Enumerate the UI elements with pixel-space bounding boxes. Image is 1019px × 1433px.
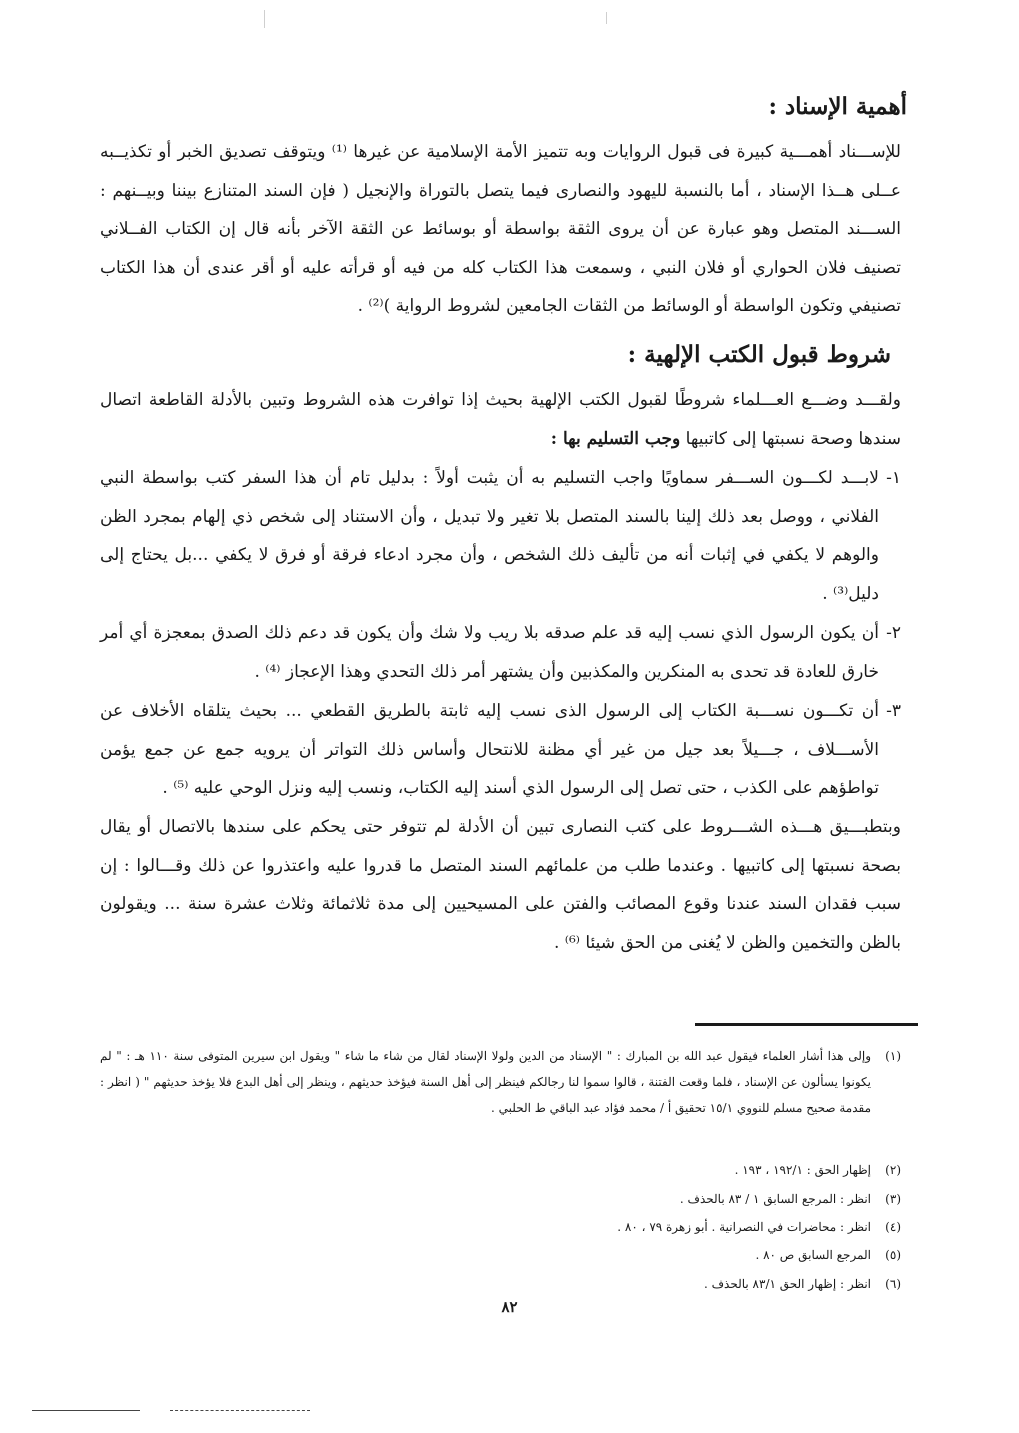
footnote-text: انظر : المرجع السابق ١ / ٨٣ بالحذف . — [679, 1192, 871, 1206]
footnote-separator — [695, 1023, 918, 1026]
footnote — [100, 1214, 901, 1240]
scan-mark — [606, 12, 607, 24]
footnote-text: المرجع السابق ص ٨٠ . — [755, 1248, 871, 1262]
footnote-number: (٦) — [885, 1277, 901, 1291]
footnote-number: (٢) — [885, 1163, 901, 1177]
footnote-number: (٤) — [885, 1220, 901, 1234]
paragraph-conditions-intro — [100, 381, 901, 458]
list-item-text: أن يكون الرسول الذي نسب إليه قد علم صدقه بلا ريب ولا شك وأن يكون قد دعم ذلك الصدق بمعجزة أي أمر خارق للعادة قد تحدى به المنكرين والمكذبين وأن يشتهر أمر ذلك التحدي وهذا الإعجاز ⁽⁴⁾ . — [100, 623, 879, 682]
list-item-number: ٣- — [886, 701, 901, 721]
list-item-text: أن تكـــون نســـبة الكتاب إلى الرسول الذى نسب إليه ثابتة بالطريق القطعي ... بحيث يتلقاه الأخلاف عن الأســـلاف ، جـــيلاً بعد جيل من غير أي مظنة للانتحال وأساس ذلك التواتر أن يرويه جمع عن جمع يؤمن تواطؤهم على الكذب ، حتى تصل إلى الرسول الذي أسند إليه الكتاب، ونسب إليه ونزل الوحي عليه ⁽⁵⁾ . — [100, 701, 879, 799]
list-item — [100, 692, 901, 808]
paragraph-text: ولقـــد وضـــع العـــلماء شروطًا لقبول الكتب الإلهية بحيث إذا توافرت هذه الشروط وتبين بالأدلة القاطعة اتصال سندها وصحة نسبتها إلى كاتبيها — [100, 390, 901, 449]
footnote — [100, 1157, 901, 1183]
paragraph-application: وبتطبـــيق هـــذه الشـــروط على كتب النصارى تبين أن الأدلة لم تتوفر حتى يحكم على سندها بالاتصال أو يقال بصحة نسبتها إلى كاتبيها . وعندما طلب من علمائهم السند المتصل ما قدروا عليه واعتذروا عن ذلك وقـــالوا : إن سبب فقدان السند عندنا وقوع المصائب والفتن على المسيحيين إلى مدة ثلاثمائة وثلاث عشرة سنة ... ويقولون بالظن والتخمين والظن لا يُغنى من الحق شيئا ⁽⁶⁾ . — [100, 817, 901, 953]
scan-mark — [264, 10, 265, 28]
section-heading-conditions: شروط قبول الكتب الإلهية : — [627, 341, 891, 368]
footnote-number: (٣) — [885, 1192, 901, 1206]
footnote-text: انظر : محاضرات في النصرانية . أبو زهرة ٧٩ ، ٨٠ . — [617, 1220, 871, 1234]
footnote-number: (٥) — [885, 1248, 901, 1262]
page-number: ٨٢ — [501, 1298, 518, 1316]
footnote — [100, 1186, 901, 1212]
list-item-number: ١- — [886, 468, 901, 488]
footnote — [100, 1043, 901, 1121]
footnote-text: وإلى هذا أشار العلماء فيقول عبد الله بن المبارك : " الإسناد من الدين ولولا الإسناد لقال من شاء ما شاء " ويقول ابن سيرين المتوفى سنة ١١٠ هـ : " لم يكونوا يسألون عن الإسناد ، فلما وقعت الفتنة ، قالوا سموا لنا رجالكم فينظر إلى أهل السنة فيؤخذ حديثهم ، وينظر إلى أهل البدع فلا يؤخذ حديثهم " ( انظر : مقدمة صحيح مسلم للنووي ١٥/١ تحقيق أ / محمد فؤاد عبد الباقي ط الحلبي . — [100, 1049, 871, 1115]
footnote-text: إظهار الحق : ١٩٢/١ ، ١٩٣ . — [734, 1163, 871, 1177]
bold-phrase: وجب التسليم بها : — [550, 428, 681, 449]
section-heading-isnad: أهمية الإسناد : — [768, 93, 907, 120]
paragraph-isnad-importance: للإســـناد أهمـــية كبيرة فى قبول الروايات وبه تتميز الأمة الإسلامية عن غيرها ⁽¹⁾ ويتوقف تصديق الخبر أو تكذيــبه عــلى هــذا الإسناد ، أما بالنسبة لليهود والنصارى فيما يتصل بالتوراة والإنجيل ( فإن السند المتنازع بيننا وبيــنهم : الســـند المتصل وهو عبارة عن أن يروى الثقة بواسطة أو بوسائط عن الثقة الآخر بأنه قال إن الكتاب الفــلاني تصنيف فلان الحواري أو فلان النبي ، وسمعت هذا الكتاب كله من فيه أو قرأته عليه أو أقر عندى أن هذا الكتاب تصنيفي وتكون الواسطة أو الوسائط من الثقات الجامعين لشروط الرواية )⁽²⁾ . — [100, 142, 901, 317]
list-item-text: لابـــد لكـــون الســـفر سماويًا واجب التسليم به أن يثبت أولاً : بدليل تام أن هذا السفر كتب بواسطة النبي الفلاني ، ووصل بعد ذلك إلينا بالسند المتصل بلا تغير ولا تبديل ، وأن الاستناد إلى شخص ذي إلهام بمجرد الظن والوهم لا يكفي في إثبات أنه من تأليف ذلك الشخص ، وأن مجرد ادعاء فرقة أو فرق لا يكفي ...بل يحتاج إلى دليل⁽³⁾ . — [100, 468, 879, 604]
footnote-number: (١) — [885, 1049, 901, 1063]
list-item — [100, 459, 901, 613]
list-item-number: ٢- — [886, 623, 901, 643]
scan-edge-line — [32, 1410, 140, 1411]
footnote — [100, 1242, 901, 1268]
list-item — [100, 614, 901, 691]
scan-edge-line — [170, 1410, 310, 1411]
footnote-text: انظر : إظهار الحق ٨٣/١ بالحذف . — [703, 1277, 871, 1291]
footnote — [100, 1271, 901, 1297]
